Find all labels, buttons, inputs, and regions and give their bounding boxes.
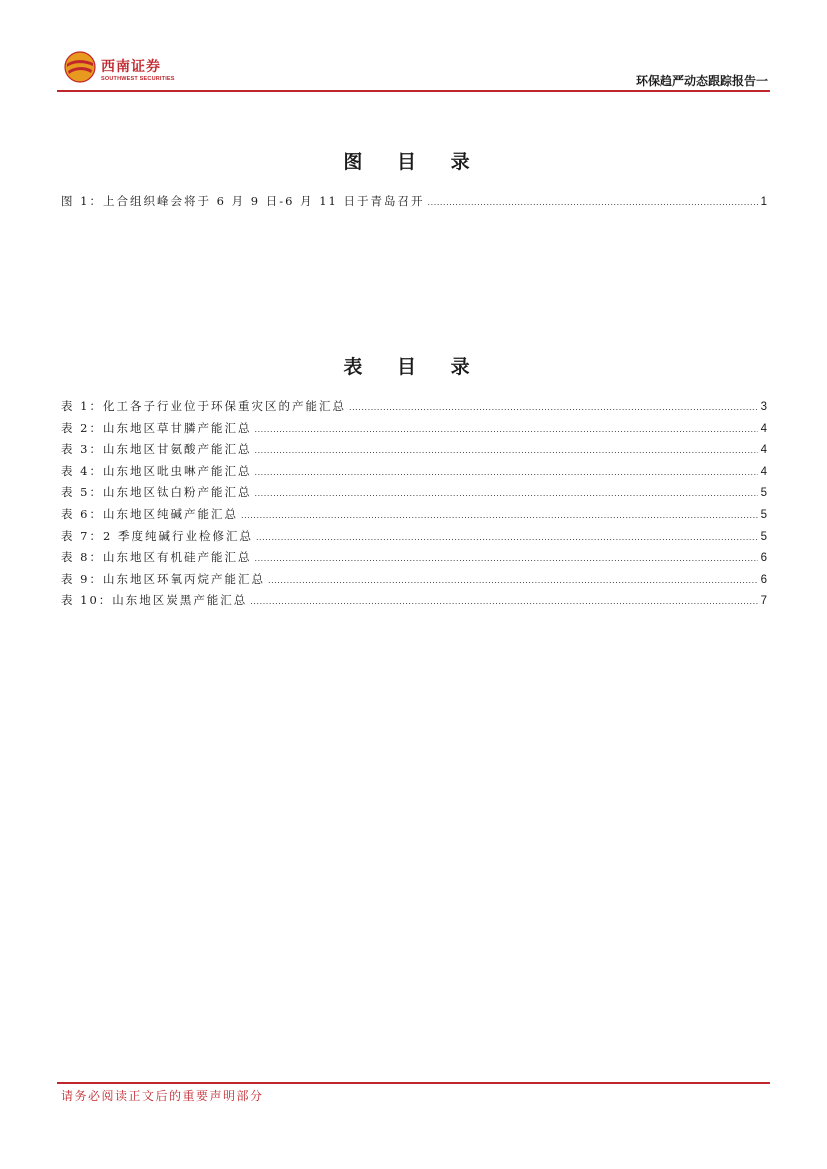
figures-toc-list (61, 193, 767, 215)
toc-entry-label: 表 3：山东地区甘氨酸产能汇总 (61, 442, 252, 457)
toc-dot-leader (241, 510, 758, 520)
toc-dot-leader (349, 402, 758, 412)
footer-divider (57, 1082, 770, 1084)
tables-toc-list (61, 398, 767, 614)
toc-dot-leader (254, 488, 757, 498)
logo-emblem-icon (63, 50, 97, 84)
toc-entry[interactable] (61, 528, 767, 550)
toc-entry[interactable] (61, 506, 767, 528)
toc-dot-leader (254, 467, 757, 477)
toc-dot-leader (256, 532, 758, 542)
toc-dot-leader (250, 596, 757, 606)
toc-entry[interactable] (61, 420, 767, 442)
toc-entry[interactable] (61, 441, 767, 463)
toc-dot-leader (254, 445, 757, 455)
toc-entry-label: 表 1：化工各子行业位于环保重灾区的产能汇总 (61, 399, 346, 413)
tables-toc-title: 表 目 录 (343, 356, 484, 378)
company-logo (63, 50, 183, 84)
toc-dot-leader (254, 553, 757, 563)
toc-entry[interactable] (61, 592, 767, 614)
toc-entry-page: 5 (760, 508, 767, 521)
toc-entry-label: 图 1：上合组织峰会将于 6 月 9 日-6 月 11 日于青岛召开 (61, 194, 425, 208)
toc-entry[interactable] (61, 193, 767, 215)
logo-english-name: SOUTHWEST SECURITIES (101, 76, 175, 82)
toc-entry-page: 6 (760, 552, 767, 565)
toc-entry-label: 表 9：山东地区环氧丙烷产能汇总 (61, 571, 265, 586)
footer-disclaimer: 请务必阅读正文后的重要声明部分 (61, 1089, 264, 1103)
toc-entry[interactable] (61, 549, 767, 571)
toc-entry-label: 表 6：山东地区纯碱产能汇总 (61, 506, 238, 521)
toc-dot-leader (428, 197, 758, 207)
toc-entry-page: 5 (760, 530, 767, 543)
toc-entry[interactable] (61, 484, 767, 506)
toc-entry-page: 4 (760, 444, 767, 457)
toc-entry-label: 表 8：山东地区有机硅产能汇总 (61, 550, 252, 565)
toc-entry-label: 表 2：山东地区草甘膦产能汇总 (61, 420, 252, 435)
toc-entry-page: 5 (760, 487, 767, 500)
toc-entry-page: 7 (760, 595, 767, 608)
toc-entry[interactable] (61, 398, 767, 420)
toc-entry[interactable] (61, 571, 767, 593)
figures-toc-title: 图 目 录 (343, 151, 484, 173)
toc-dot-leader (268, 575, 758, 585)
toc-entry-page: 1 (760, 196, 767, 208)
toc-entry-page: 6 (760, 573, 767, 586)
toc-entry-page: 4 (760, 465, 767, 478)
toc-entry-label: 表 10：山东地区炭黑产能汇总 (61, 593, 248, 608)
toc-entry-page: 4 (760, 422, 767, 435)
toc-entry-label: 表 4：山东地区吡虫啉产能汇总 (61, 463, 252, 478)
toc-entry-label: 表 5：山东地区钛白粉产能汇总 (61, 485, 252, 500)
toc-entry[interactable] (61, 463, 767, 485)
page-header (57, 46, 770, 92)
toc-entry-label: 表 7：2 季度纯碱行业检修汇总 (61, 528, 253, 543)
toc-dot-leader (254, 424, 757, 434)
header-divider (57, 90, 770, 92)
logo-chinese-name: 西南证券 (101, 59, 161, 75)
report-title: 环保趋严动态跟踪报告一 (635, 74, 768, 88)
toc-entry-page: 3 (760, 401, 767, 413)
